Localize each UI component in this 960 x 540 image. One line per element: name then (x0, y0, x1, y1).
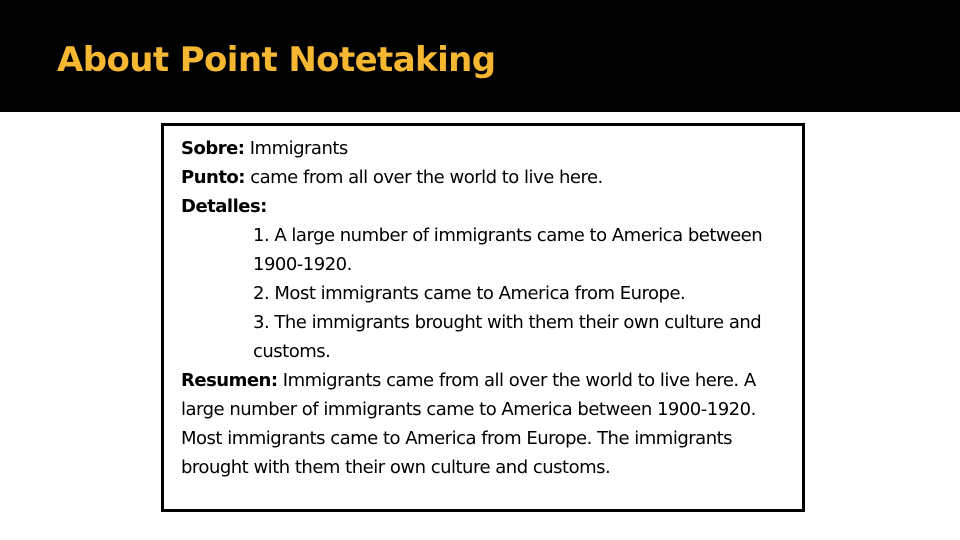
detail-item-3: 3. The immigrants brought with them their own culture and customs. (253, 312, 762, 362)
detalles-row (181, 192, 806, 221)
punto-row (181, 163, 806, 192)
title-bar (0, 0, 960, 112)
notes-content (181, 134, 806, 482)
punto-text: came from all over the world to live here. (245, 167, 603, 188)
sobre-label: Sobre: (181, 138, 245, 159)
punto-label: Punto: (181, 167, 245, 188)
sobre-row (181, 134, 806, 163)
detail-item-1: 1. A large number of immigrants came to America between 1900-1920. (253, 225, 763, 275)
detalles-label: Detalles: (181, 196, 267, 217)
sobre-text: Immigrants (244, 138, 348, 159)
resumen-label: Resumen: (181, 370, 278, 391)
detail-item-2: 2. Most immigrants came to America from Europe. (253, 283, 686, 304)
slide-title: About Point Notetaking (57, 40, 496, 80)
resumen-row (181, 366, 801, 482)
resumen-text: Immigrants came from all over the world to live here. A large number of immigrants came to America between 1900-1920. Most immigrants came to America from Europe. The immigrants brought with them their own culture and customs. (181, 370, 756, 478)
notes-box (161, 123, 805, 512)
